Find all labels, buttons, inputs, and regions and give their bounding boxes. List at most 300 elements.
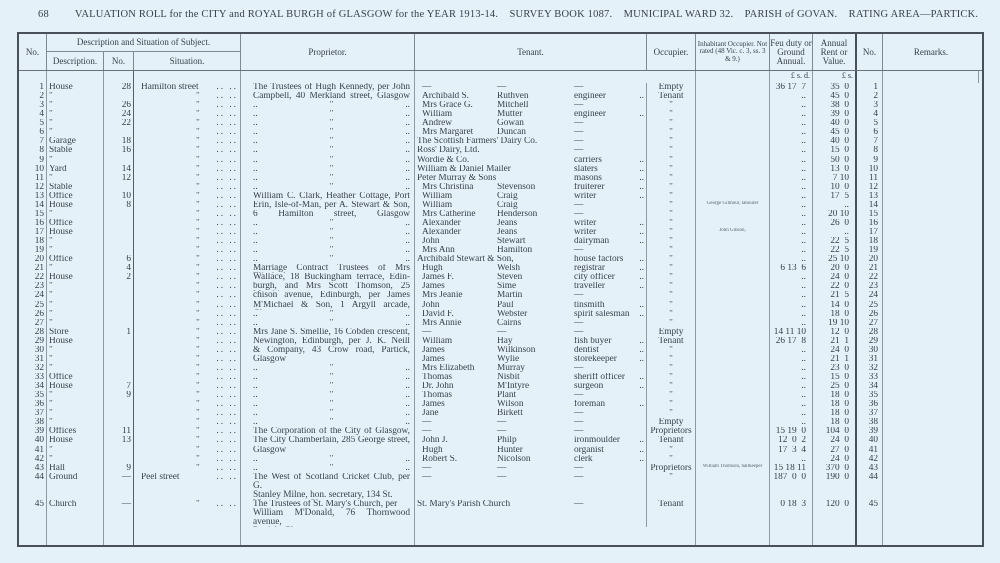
row-inhabitant-occupier bbox=[696, 427, 770, 436]
dot-leader: .. bbox=[405, 218, 410, 228]
row-feu-duty: 0 18 3 bbox=[770, 500, 813, 527]
row-annual-rent: 45 0 bbox=[813, 92, 857, 101]
row-situation bbox=[134, 409, 241, 418]
row-house-number bbox=[104, 337, 134, 346]
situation-text: " bbox=[196, 391, 200, 401]
row-feu-duty: 36 17 7 bbox=[770, 83, 813, 92]
dot-leader: .. .. bbox=[216, 291, 238, 301]
row-number-right: 22 bbox=[857, 273, 883, 282]
row-description: Stable bbox=[47, 183, 104, 192]
row-remarks bbox=[883, 165, 979, 174]
dot-leader: .. .. bbox=[216, 155, 238, 165]
row-number-right: 35 bbox=[857, 391, 883, 400]
row-proprietor: Erin, Isle-of-Man, per A. Stewart & Son, bbox=[241, 201, 415, 210]
valuation-table bbox=[17, 32, 984, 547]
row-situation bbox=[134, 418, 241, 427]
row-number-right: 34 bbox=[857, 382, 883, 391]
dot-leader: .. .. bbox=[216, 282, 238, 292]
row-situation bbox=[134, 473, 241, 500]
row-remarks bbox=[883, 192, 979, 201]
row-tenant-surname: Webster bbox=[497, 309, 528, 319]
situation-text: " bbox=[196, 327, 200, 337]
row-proprietor: William C. Clark, Heather Cottage, Port bbox=[241, 192, 415, 201]
situation-text: " bbox=[196, 237, 200, 247]
row-occupier: " bbox=[647, 264, 696, 273]
row-house-number bbox=[104, 418, 134, 427]
dot-leader: .. .. bbox=[216, 228, 238, 237]
situation-text: " bbox=[196, 255, 200, 265]
row-proprietor-ditto bbox=[241, 146, 415, 155]
row-house-number bbox=[104, 183, 134, 192]
row-proprietor-ditto bbox=[241, 137, 415, 146]
dot-leader: .. .. bbox=[216, 110, 238, 120]
dot-leader: .. bbox=[405, 237, 410, 247]
row-description: " bbox=[47, 119, 104, 128]
dot-leader: .. bbox=[253, 255, 258, 265]
row-proprietor-ditto bbox=[241, 165, 415, 174]
row-occupier: " bbox=[647, 355, 696, 364]
row-remarks bbox=[883, 174, 979, 183]
row-proprietor: & Company, 43 Crow road, Partick, bbox=[241, 346, 415, 355]
dot-leader: .. .. bbox=[216, 454, 238, 464]
row-situation bbox=[134, 310, 241, 319]
row-house-number bbox=[104, 219, 134, 228]
row-house-number: 22 bbox=[104, 119, 134, 128]
dot-leader: .. .. bbox=[216, 427, 238, 437]
occupation-text: — bbox=[574, 209, 584, 219]
row-situation bbox=[134, 255, 241, 264]
row-description: House bbox=[47, 337, 104, 346]
row-number: 36 bbox=[19, 400, 47, 409]
occupation-text: storekeeper bbox=[574, 354, 617, 364]
row-remarks bbox=[883, 237, 979, 246]
dot-leader: .. bbox=[405, 101, 410, 111]
dot-leader: .. bbox=[405, 400, 410, 410]
units-spacer bbox=[19, 71, 47, 83]
row-annual-rent: 24 0 bbox=[813, 455, 857, 464]
row-annual-rent: 26 0 bbox=[813, 219, 857, 228]
row-inhabitant-occupier bbox=[696, 110, 770, 119]
row-remarks bbox=[883, 391, 979, 400]
row-feu-duty: .. bbox=[770, 174, 813, 183]
row-tenant-forename: James F. bbox=[422, 273, 454, 283]
row-tenant-surname: Philp bbox=[497, 436, 517, 446]
row-inhabitant-occupier bbox=[696, 282, 770, 291]
filler-cell bbox=[883, 527, 979, 545]
row-inhabitant-occupier bbox=[696, 119, 770, 128]
row-tenant-forename: David F. bbox=[422, 309, 454, 319]
row-tenant-surname: Mitchell bbox=[497, 101, 529, 111]
row-annual-rent: 104 0 bbox=[813, 427, 857, 436]
occupation-text: — bbox=[574, 427, 584, 437]
row-proprietor-ditto bbox=[241, 246, 415, 255]
dot-leader: .. bbox=[405, 164, 410, 174]
situation-text: " bbox=[196, 445, 200, 455]
row-tenant-surname: — bbox=[497, 427, 507, 437]
dot-leader: .. bbox=[253, 318, 258, 328]
col-annual-rent: Annual Rent or Value. bbox=[813, 34, 857, 70]
row-inhabitant-occupier bbox=[696, 156, 770, 165]
situation-text: " bbox=[196, 373, 200, 382]
row-description: Office bbox=[47, 192, 104, 201]
row-occupier: " bbox=[647, 473, 696, 500]
row-number-right: 27 bbox=[857, 319, 883, 328]
row-feu-duty: .. bbox=[770, 210, 813, 219]
row-house-number: 12 bbox=[104, 174, 134, 183]
row-number: 28 bbox=[19, 328, 47, 337]
situation-text: " bbox=[196, 436, 200, 446]
units-spacer bbox=[883, 71, 979, 83]
occupation-text: writer bbox=[574, 218, 597, 228]
row-tenant-forename: William bbox=[422, 110, 453, 120]
row-tenant-surname: Wilkinson bbox=[497, 345, 536, 355]
row-remarks bbox=[883, 427, 979, 436]
row-tenant-occupation bbox=[572, 101, 647, 110]
row-tenant-occupation bbox=[572, 128, 647, 137]
row-situation bbox=[134, 92, 241, 101]
row-tenant-forename: John J. bbox=[422, 436, 448, 446]
row-tenant-occupation bbox=[572, 346, 647, 355]
dot-leader: .. bbox=[253, 164, 258, 174]
row-number: 15 bbox=[19, 210, 47, 219]
row-feu-duty: 187 0 0 bbox=[770, 473, 813, 500]
row-number: 33 bbox=[19, 373, 47, 382]
row-proprietor: Campbell, 40 Merkland street, Glasgow bbox=[241, 92, 415, 101]
row-annual-rent: 18 0 bbox=[813, 310, 857, 319]
row-feu-duty: 14 11 10 bbox=[770, 328, 813, 337]
dot-leader: .. .. bbox=[216, 164, 238, 174]
row-remarks bbox=[883, 183, 979, 192]
occupation-text: slaters bbox=[574, 164, 598, 174]
dot-leader: .. bbox=[405, 110, 410, 120]
row-number-right: 18 bbox=[857, 237, 883, 246]
row-occupier: " bbox=[647, 110, 696, 119]
row-house-number: 18 bbox=[104, 137, 134, 146]
dot-leader: .. bbox=[639, 255, 644, 265]
row-number-right: 10 bbox=[857, 165, 883, 174]
dot-leader: .. .. bbox=[216, 191, 238, 201]
dot-leader: .. .. bbox=[216, 209, 238, 219]
occupation-text: fruiterer bbox=[574, 182, 605, 192]
row-number: 32 bbox=[19, 364, 47, 373]
situation-text: " bbox=[196, 128, 200, 138]
page-header bbox=[38, 9, 978, 20]
row-tenant-forename: Mrs Christina bbox=[422, 182, 474, 192]
row-situation bbox=[134, 500, 241, 527]
occupation-text: surgeon bbox=[574, 382, 604, 392]
ditto-mark: " bbox=[329, 255, 334, 265]
row-remarks bbox=[883, 146, 979, 155]
row-situation bbox=[134, 128, 241, 137]
row-tenant-surname: Cairns bbox=[497, 318, 522, 328]
ditto-mark: " bbox=[329, 237, 334, 247]
row-number-right: 30 bbox=[857, 346, 883, 355]
row-proprietor: Glasgow bbox=[241, 446, 415, 455]
filler-cell bbox=[647, 527, 696, 545]
dot-leader: .. bbox=[405, 382, 410, 392]
row-inhabitant-occupier bbox=[696, 137, 770, 146]
row-proprietor-ditto bbox=[241, 455, 415, 464]
dot-leader: .. .. bbox=[216, 354, 238, 364]
row-inhabitant-occupier bbox=[696, 310, 770, 319]
row-annual-rent: 24 0 bbox=[813, 436, 857, 445]
row-tenant-occupation bbox=[572, 83, 647, 92]
row-feu-duty: 15 18 11 bbox=[770, 464, 813, 473]
row-situation bbox=[134, 382, 241, 391]
occupation-text: traveller bbox=[574, 282, 605, 292]
row-occupier: Proprietors bbox=[647, 464, 696, 473]
row-number-right: 31 bbox=[857, 355, 883, 364]
row-inhabitant-occupier bbox=[696, 455, 770, 464]
row-tenant-name: The Scottish Farmers' Dairy Co. bbox=[417, 137, 538, 147]
ditto-mark: " bbox=[329, 409, 334, 419]
row-tenant-surname: Gowan bbox=[497, 119, 524, 129]
row-tenant-forename: James bbox=[422, 345, 445, 355]
row-description: Yard bbox=[47, 165, 104, 174]
row-situation bbox=[134, 328, 241, 337]
row-situation bbox=[134, 228, 241, 237]
row-feu-duty: .. bbox=[770, 237, 813, 246]
row-tenant-forename: Andrew bbox=[422, 119, 452, 129]
row-situation bbox=[134, 183, 241, 192]
row-tenant-occupation bbox=[572, 137, 647, 146]
situation-text: " bbox=[196, 146, 200, 156]
dot-leader: .. bbox=[253, 418, 258, 428]
filler-cell bbox=[770, 527, 813, 545]
row-remarks bbox=[883, 137, 979, 146]
dot-leader: .. bbox=[253, 146, 258, 156]
dot-leader: .. bbox=[405, 128, 410, 138]
occupation-text: — bbox=[574, 200, 584, 210]
row-feu-duty: .. bbox=[770, 246, 813, 255]
row-occupier: " bbox=[647, 137, 696, 146]
row-tenant-forename: James bbox=[422, 282, 445, 292]
row-number: 38 bbox=[19, 418, 47, 427]
row-tenant-forename: James bbox=[422, 354, 445, 364]
units-spacer bbox=[857, 71, 883, 83]
dot-leader: .. bbox=[405, 363, 410, 373]
row-feu-duty: .. bbox=[770, 400, 813, 409]
row-occupier: " bbox=[647, 446, 696, 455]
col-feu-duty: Feu duty or Ground Annual. bbox=[770, 34, 813, 70]
row-number: 13 bbox=[19, 192, 47, 201]
row-feu-duty: 15 19 0 bbox=[770, 427, 813, 436]
row-proprietor: 6 Hamilton street, Glasgow bbox=[241, 210, 415, 219]
row-proprietor: The Trustees of St. Mary's Church, per William M'Donald, 76 Thornwood avenue, bbox=[241, 500, 415, 527]
row-annual-rent: .. bbox=[813, 228, 857, 237]
ditto-mark: " bbox=[329, 155, 334, 165]
dot-leader: .. .. bbox=[216, 92, 238, 102]
dot-leader: .. .. bbox=[216, 173, 238, 183]
row-situation bbox=[134, 346, 241, 355]
dot-leader: .. bbox=[405, 309, 410, 319]
row-number-right: 43 bbox=[857, 464, 883, 473]
dot-leader: .. bbox=[253, 400, 258, 410]
row-occupier: " bbox=[647, 210, 696, 219]
row-occupier: " bbox=[647, 382, 696, 391]
dot-leader: .. bbox=[405, 418, 410, 428]
row-house-number bbox=[104, 455, 134, 464]
dot-leader: .. .. bbox=[216, 345, 238, 355]
row-house-number: 13 bbox=[104, 436, 134, 445]
row-annual-rent: 190 0 bbox=[813, 473, 857, 500]
row-house-number: 7 bbox=[104, 382, 134, 391]
row-number: 30 bbox=[19, 346, 47, 355]
row-number: 23 bbox=[19, 282, 47, 291]
dot-leader: .. .. bbox=[216, 246, 238, 256]
occupation-text: — bbox=[574, 391, 584, 401]
row-number-right: 12 bbox=[857, 183, 883, 192]
dot-leader: .. bbox=[639, 218, 644, 228]
ditto-mark: " bbox=[329, 391, 334, 401]
row-remarks bbox=[883, 473, 979, 500]
row-inhabitant-occupier bbox=[696, 500, 770, 527]
situation-text: " bbox=[196, 382, 200, 392]
row-annual-rent: 21 1 bbox=[813, 355, 857, 364]
row-tenant-forename: James bbox=[422, 400, 445, 410]
col-occupier: Occupier. bbox=[647, 34, 696, 70]
row-description: " bbox=[47, 210, 104, 219]
row-situation bbox=[134, 446, 241, 455]
dot-leader: .. bbox=[405, 155, 410, 165]
row-proprietor-ditto bbox=[241, 319, 415, 328]
row-annual-rent: 38 0 bbox=[813, 101, 857, 110]
row-tenant-occupation bbox=[572, 328, 647, 337]
row-proprietor: burgh, and Mrs Scott Thomson, 25 bbox=[241, 282, 415, 291]
situation-text: " bbox=[196, 101, 200, 111]
row-description: " bbox=[47, 174, 104, 183]
row-tenant-occupation bbox=[572, 273, 647, 282]
row-annual-rent: 10 0 bbox=[813, 183, 857, 192]
dot-leader: .. .. bbox=[216, 409, 238, 419]
row-feu-duty: .. bbox=[770, 282, 813, 291]
row-description: Hall bbox=[47, 464, 104, 473]
occupation-text: masons bbox=[574, 173, 602, 183]
row-inhabitant-occupier bbox=[696, 346, 770, 355]
filler-cell bbox=[19, 527, 47, 545]
row-situation bbox=[134, 237, 241, 246]
situation-text: " bbox=[196, 363, 200, 373]
row-remarks bbox=[883, 101, 979, 110]
dot-leader: .. bbox=[639, 445, 644, 455]
row-annual-rent: .. bbox=[813, 201, 857, 210]
row-house-number bbox=[104, 319, 134, 328]
dot-leader: .. bbox=[253, 155, 258, 165]
occupation-text: engineer bbox=[574, 92, 607, 102]
row-description: House bbox=[47, 201, 104, 210]
row-occupier: " bbox=[647, 273, 696, 282]
ditto-mark: " bbox=[329, 173, 334, 183]
occupation-text: ironmoulder bbox=[574, 436, 620, 446]
row-tenant-forename: — bbox=[422, 327, 432, 337]
row-feu-duty: .. bbox=[770, 364, 813, 373]
row-number-right: 40 bbox=[857, 436, 883, 445]
row-tenant-surname: Duncan bbox=[497, 128, 526, 138]
row-annual-rent: 22 5 bbox=[813, 246, 857, 255]
dot-leader: .. bbox=[639, 336, 644, 346]
row-description: " bbox=[47, 264, 104, 273]
row-annual-rent: 25 10 bbox=[813, 255, 857, 264]
row-feu-duty: .. bbox=[770, 391, 813, 400]
row-inhabitant-occupier bbox=[696, 237, 770, 246]
row-occupier: " bbox=[647, 201, 696, 210]
col-situation: Situation. bbox=[134, 51, 241, 70]
row-annual-rent: 120 0 bbox=[813, 500, 857, 527]
occupation-text: organist bbox=[574, 445, 604, 455]
row-tenant-occupation bbox=[572, 310, 647, 319]
row-description: " bbox=[47, 128, 104, 137]
row-occupier: " bbox=[647, 237, 696, 246]
situation-text: " bbox=[196, 400, 200, 410]
row-tenant-surname: Henderson bbox=[497, 209, 538, 219]
row-occupier: " bbox=[647, 255, 696, 264]
ditto-mark: " bbox=[329, 418, 334, 428]
dot-leader: .. .. bbox=[216, 499, 238, 509]
row-number-right: 5 bbox=[857, 119, 883, 128]
row-number-right: 14 bbox=[857, 201, 883, 210]
row-feu-duty: .. bbox=[770, 346, 813, 355]
row-number: 20 bbox=[19, 255, 47, 264]
row-annual-rent: 13 0 bbox=[813, 165, 857, 174]
row-description: Ground bbox=[47, 473, 104, 500]
dot-leader: .. bbox=[639, 354, 644, 364]
ditto-mark: " bbox=[329, 164, 334, 174]
row-tenant-surname: Murray bbox=[497, 363, 525, 373]
dot-leader: .. bbox=[639, 191, 644, 201]
row-feu-duty: .. bbox=[770, 110, 813, 119]
row-proprietor-ditto bbox=[241, 156, 415, 165]
row-house-number: 2 bbox=[104, 273, 134, 282]
row-tenant-forename: Thomas bbox=[422, 373, 452, 382]
row-inhabitant-occupier bbox=[696, 436, 770, 445]
row-description: " bbox=[47, 319, 104, 328]
row-remarks bbox=[883, 110, 979, 119]
occupation-text: — bbox=[574, 146, 584, 156]
row-feu-duty: .. bbox=[770, 273, 813, 282]
ditto-mark: " bbox=[329, 228, 334, 237]
row-inhabitant-occupier bbox=[696, 291, 770, 300]
row-feu-duty: .. bbox=[770, 119, 813, 128]
row-description: " bbox=[47, 301, 104, 310]
ditto-mark: " bbox=[329, 463, 334, 473]
row-proprietor: M'Michael & Son, 1 Argyll arcade, bbox=[241, 301, 415, 310]
dot-leader: .. .. bbox=[216, 436, 238, 446]
row-house-number bbox=[104, 156, 134, 165]
row-number-right: 8 bbox=[857, 146, 883, 155]
row-remarks bbox=[883, 92, 979, 101]
row-tenant-surname: Jeans bbox=[497, 218, 518, 228]
row-feu-duty: .. bbox=[770, 219, 813, 228]
row-annual-rent: 20 0 bbox=[813, 264, 857, 273]
row-inhabitant-occupier bbox=[696, 446, 770, 455]
row-tenant-occupation bbox=[572, 228, 647, 237]
row-inhabitant-occupier bbox=[696, 301, 770, 310]
row-tenant-forename: Mrs Grace G. bbox=[422, 101, 473, 111]
table-header bbox=[19, 34, 982, 71]
row-number-right: 9 bbox=[857, 156, 883, 165]
ditto-mark: " bbox=[329, 218, 334, 228]
ditto-mark: " bbox=[329, 101, 334, 111]
row-number-right: 45 bbox=[857, 500, 883, 527]
row-house-number bbox=[104, 310, 134, 319]
row-number: 11 bbox=[19, 174, 47, 183]
row-number: 42 bbox=[19, 455, 47, 464]
row-proprietor-ditto bbox=[241, 464, 415, 473]
row-occupier: " bbox=[647, 364, 696, 373]
row-tenant-forename: John bbox=[422, 300, 440, 310]
ditto-mark: " bbox=[329, 373, 334, 382]
filler-cell bbox=[415, 527, 647, 545]
